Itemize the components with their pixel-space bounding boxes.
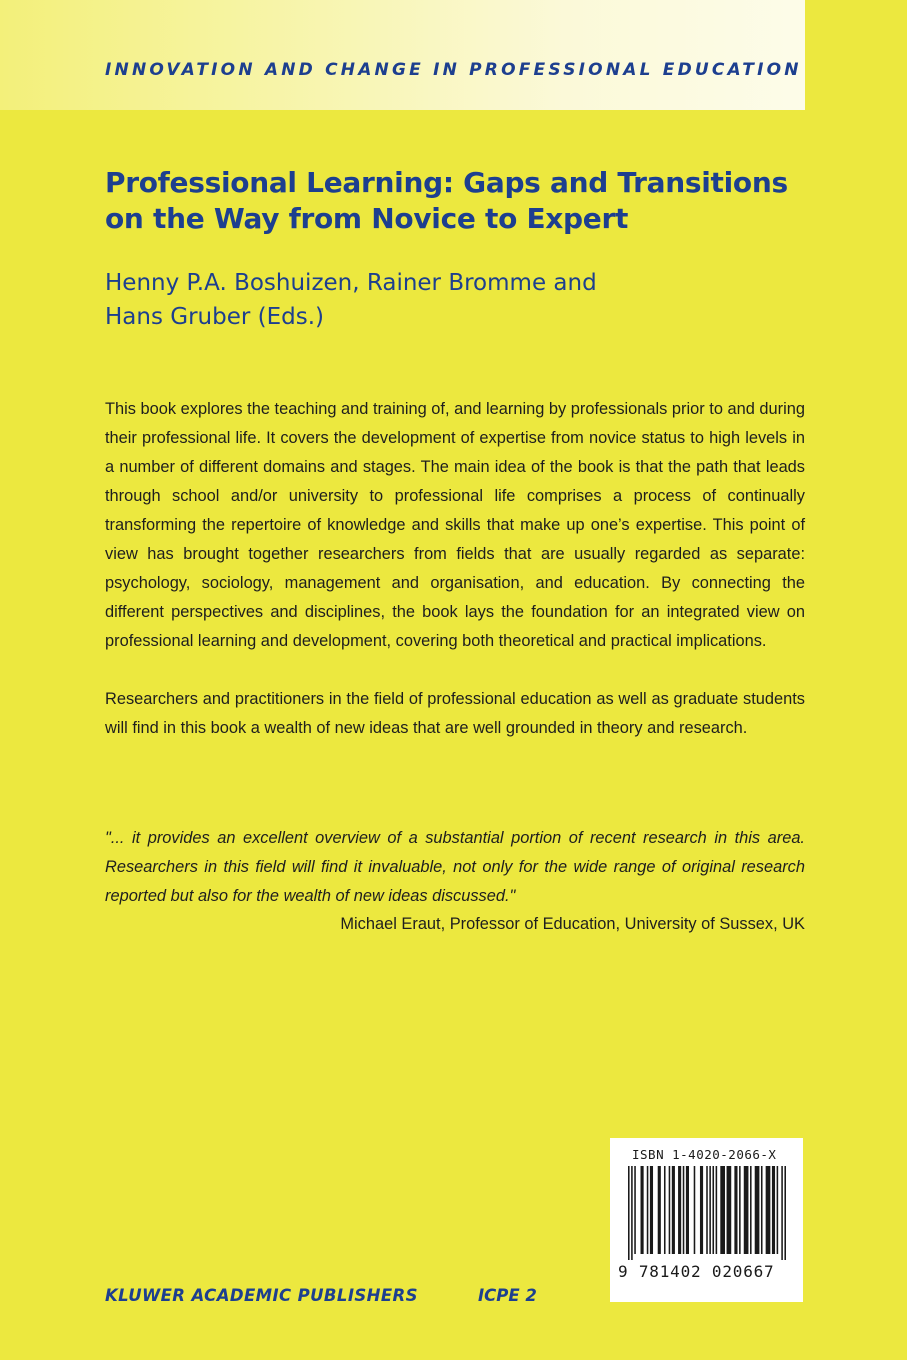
barcode-bar (777, 1166, 779, 1254)
barcode-bar (664, 1166, 666, 1254)
barcode-bar (706, 1166, 708, 1254)
isbn-label: ISBN 1-4020-2066-X (632, 1147, 777, 1162)
barcode-digits: 9 781402 020667 (618, 1262, 775, 1281)
barcode-bar (784, 1166, 786, 1260)
review-attribution: Michael Eraut, Professor of Education, University of Sussex, UK (340, 915, 805, 933)
barcode-bar (628, 1166, 630, 1260)
barcode-bar (712, 1166, 714, 1254)
barcode-bar (750, 1166, 752, 1254)
barcode-bar (739, 1166, 741, 1254)
editors-line-2: Hans Gruber (Eds.) (105, 304, 325, 330)
book-title (105, 165, 845, 237)
barcode-bar (678, 1166, 681, 1254)
publisher-name: KLUWER ACADEMIC PUBLISHERS (105, 1286, 418, 1305)
barcode-bar (727, 1166, 732, 1254)
barcode-bar (766, 1166, 771, 1254)
barcode-bar (772, 1166, 775, 1254)
series-title: INNOVATION AND CHANGE IN PROFESSIONAL EDUCATION (105, 60, 802, 80)
barcode-box (610, 1138, 803, 1302)
barcode-bar (781, 1166, 783, 1260)
barcode-bar (641, 1166, 644, 1254)
barcode-bar (755, 1166, 760, 1254)
review-quote: "... it provides an excellent overview of a substantial portion of recent research in this area. Researchers in this field will find it invaluable, not only for the wide range of original research reported but also for the wealth of new ideas discussed." (105, 829, 805, 905)
description (105, 395, 805, 772)
description-paragraph-1: This book explores the teaching and training of, and learning by professionals prior to and during their professional life. It covers the development of expertise from novice status to high levels in a number of different domains and stages. The main idea of the book is that the path that leads through school and/or university to professional life comprises a process of continually transforming the repertoire of knowledge and skills that make up one’s expertise. This point of view has brought together researchers from fields that are usually regarded as separate: psychology, sociology, management and organisation, and education. By connecting the different perspectives and disciplines, the book lays the foundation for an integrated view on professional learning and development, covering both theoretical and practical implications. (105, 400, 805, 650)
book-title-line-1: Professional Learning: Gaps and Transitions (105, 166, 788, 199)
series-band (0, 0, 805, 110)
barcode-bar (709, 1166, 711, 1254)
barcode-bar (634, 1166, 636, 1254)
barcode-bar (744, 1166, 749, 1254)
barcode-bar (647, 1166, 649, 1254)
description-paragraph-2: Researchers and practitioners in the field of professional education as well as graduate students will find in this book a wealth of new ideas that are well grounded in theory and research. (105, 690, 805, 737)
book-title-line-2: on the Way from Novice to Expert (105, 202, 629, 235)
barcode-bar (669, 1166, 671, 1254)
barcode-bars (628, 1166, 788, 1260)
barcode-bar (694, 1166, 696, 1254)
barcode-bar (650, 1166, 653, 1254)
editors (105, 266, 845, 334)
barcode-bar (686, 1166, 689, 1254)
barcode-bar (734, 1166, 737, 1254)
barcode-bar (716, 1166, 718, 1254)
barcode-bar (700, 1166, 703, 1254)
barcode-bar (672, 1166, 675, 1254)
barcode-bar (683, 1166, 685, 1254)
barcode-bar (761, 1166, 763, 1254)
editors-line-1: Henny P.A. Boshuizen, Rainer Bromme and (105, 270, 597, 296)
barcode-bar (631, 1166, 633, 1260)
barcode-bar (658, 1166, 661, 1254)
series-code: ICPE 2 (478, 1286, 537, 1305)
barcode-bar (720, 1166, 725, 1254)
